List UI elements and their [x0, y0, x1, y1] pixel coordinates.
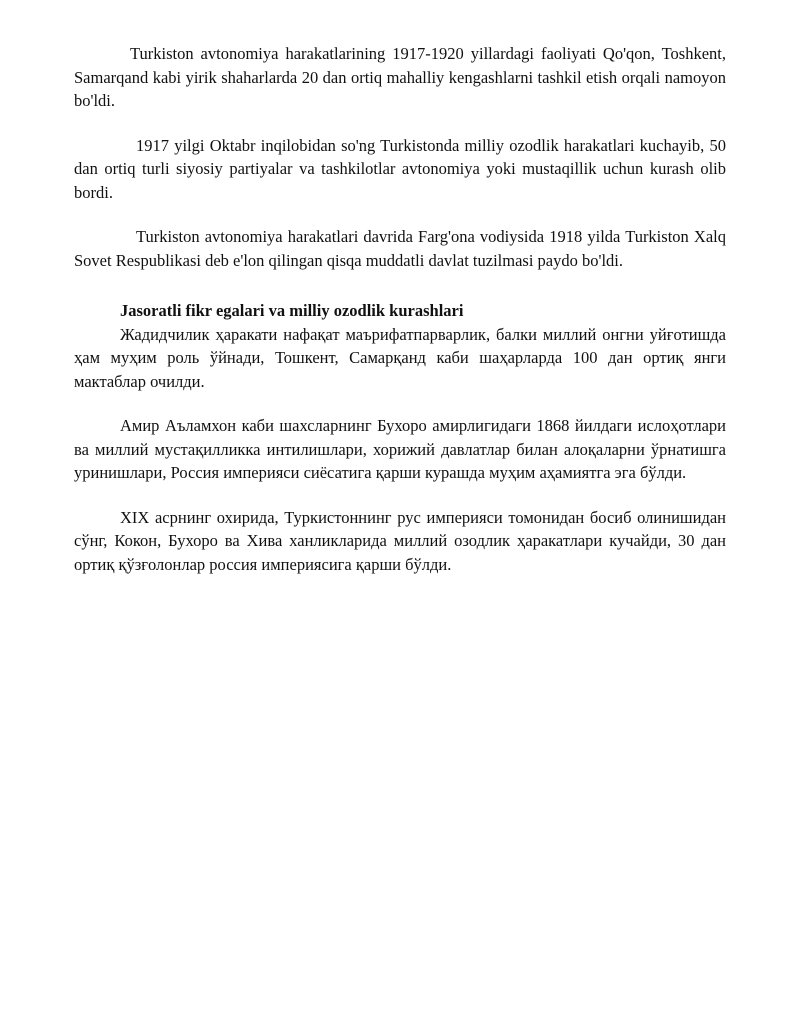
paragraph-gap	[74, 272, 726, 299]
paragraph-amir-reforms: Амир Аъламхон каби шахсларнинг Бухоро амирлигидаги 1868 йилдаги ислоҳотлари ва миллий мустақилликка интилишлари, хорижий давлатлар билан алоқаларни ўрнатишга уринишлари, Россия империяси сиёсатига қарши курашда муҳим аҳамиятга эга бўлди.	[74, 416, 726, 482]
paragraph-gap	[74, 204, 726, 225]
paragraph-october-revolution: 1917 yilgi Oktabr inqilobidan so'ng Turkistonda milliy ozodlik harakatlari kuchayib, 50 dan ortiq turli siyosiy partiyalar va tashkilotlar avtonomiya yoki mustaqillik uchun kurash olib bordi.	[74, 135, 726, 202]
section-heading: Jasoratli fikr egalari va milliy ozodlik kurashlari	[120, 301, 464, 320]
paragraph-autonomy-councils: Turkiston avtonomiya harakatlarining 1917-1920 yillardagi faoliyati Qo'qon, Toshkent, Samarqand kabi yirik shaharlarda 20 dan ortiq mahalliy kengashlarni tashkil etish orqali namoyon bo'ldi.	[74, 44, 726, 110]
paragraph-gap	[74, 485, 726, 506]
paragraph-gap	[74, 393, 726, 414]
paragraph-fergana-valley: Turkiston avtonomiya harakatlari davrida Farg'ona vodiysida 1918 yilda Turkiston Xalq Sovet Respublikasi deb e'lon qilingan qisqa muddatli davlat tuzilmasi paydo bo'ldi.	[74, 227, 726, 270]
paragraph-jadid-movement: Жадидчилик ҳаракати нафақат маърифатпарварлик, балки миллий онгни уйғотишда ҳам муҳим роль ўйнади, Тошкент, Самарқанд каби шаҳарларда 100 дан ортиқ янги мактаблар очилди.	[74, 324, 726, 391]
document-page	[74, 42, 726, 576]
paragraph-19th-century-uprisings: XIX асрнинг охирида, Туркистоннинг рус империяси томонидан босиб олинишидан сўнг, Кокон, Бухоро ва Хива ханликларида миллий озодлик ҳаракатлари кучайди, 30 дан ортиқ қўзғолонлар россия империясига қарши бўлди.	[74, 507, 726, 574]
paragraph-gap	[74, 113, 726, 134]
